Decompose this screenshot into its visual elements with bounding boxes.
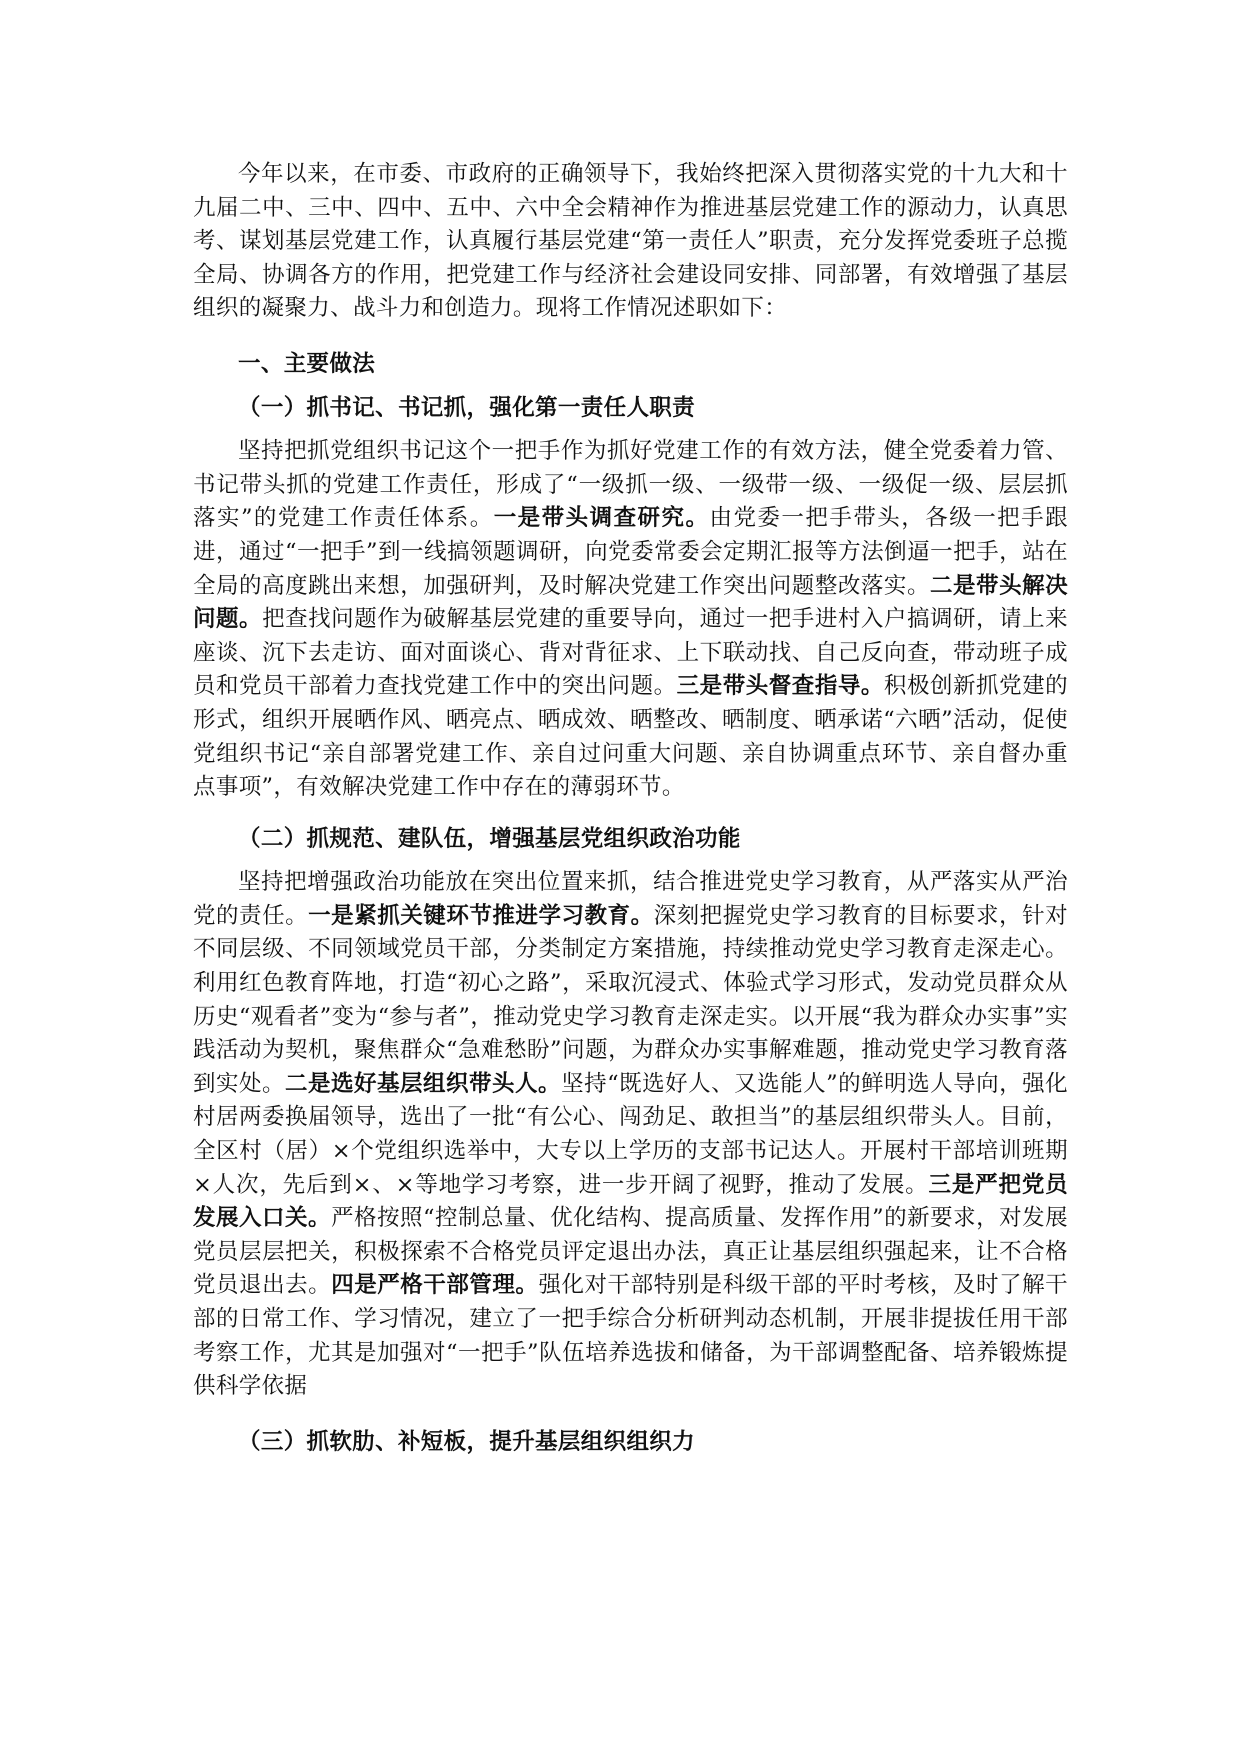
section-2-text-5: 强化对干部特别是科级干部的平时考核，及时了解干部的日常工作、学习情况，建立了一把手综合分析研判动态机制，开展非提拔任用干部考察工作，尤其是加强对“一把手”队伍培养选拔和储备，为干部调整配备、培养锻炼提供科学依据	[193, 1272, 1068, 1400]
section-2-bold-2: 二是选好基层组织带头人。	[285, 1070, 562, 1097]
section-1-text-4: 积极创新抓党建的形式，组织开展晒作风、晒亮点、晒成效、晒整改、晒制度、晒承诺“六晒”活动，促使党组织书记“亲自部署党建工作、亲自过问重大问题、亲自协调重点环节、亲自督办重点事项”，有效解决党建工作中存在的薄弱环节。	[193, 673, 1068, 801]
section-1-bold-1: 一是带头调查研究。	[493, 505, 710, 532]
section-2-text-1: 坚持把增强政治功能放在突出位置来抓，结合推进党史学习教育，从严落实从严治党的责任。	[193, 869, 1068, 929]
section-2-paragraph	[193, 866, 1068, 1404]
section-1-text-2: 由党委一把手带头，各级一把手跟进，通过“一把手”到一线搞领题调研，向党委常委会定期汇报等方法倒逼一把手，站在全局的高度跳出来想，加强研判，及时解决党建工作突出问题整改落实。	[193, 505, 1068, 599]
section-2-bold-4: 四是严格干部管理。	[331, 1272, 539, 1299]
section-1-text-1: 坚持把抓党组织书记这个一把手作为抓好党建工作的有效方法，健全党委着力管、书记带头抓的党建工作责任，形成了“一级抓一级、一级带一级、一级促一级、层层抓落实”的党建工作责任体系。	[193, 438, 1068, 532]
intro-paragraph: 今年以来，在市委、市政府的正确领导下，我始终把深入贯彻落实党的十九大和十九届二中、三中、四中、五中、六中全会精神作为推进基层党建工作的源动力，认真思考、谋划基层党建工作，认真履行基层党建“第一责任人”职责，充分发挥党委班子总揽全局、协调各方的作用，把党建工作与经济社会建设同安排、同部署，有效增强了基层组织的凝聚力、战斗力和创造力。现将工作情况述职如下：	[193, 161, 1068, 322]
heading-main-practices: 一、主要做法	[238, 350, 376, 377]
section-2-text-4: 严格按照“控制总量、优化结构、提高质量、发挥作用”的新要求，对发展党员层层把关，积极探索不合格党员评定退出办法，真正让基层组织强起来，让不合格党员退出去。	[193, 1205, 1068, 1299]
section-2-text-3: 坚持“既选好人、又选能人”的鲜明选人导向，强化村居两委换届领导，选出了一批“有公心、闯劲足、敢担当”的基层组织带头人。目前，全区村（居）×个党组织选举中，大专以上学历的支部书记达人。开展村干部培训班期×人次，先后到×、×等地学习考察，进一步开阔了视野，推动了发展。	[193, 1070, 1068, 1198]
section-2-bold-1: 一是紧抓关键环节推进学习教育。	[308, 902, 654, 929]
section-2-text-2: 深刻把握党史学习教育的目标要求，针对不同层级、不同领域党员干部，分类制定方案措施，持续推动党史学习教育走深走心。利用红色教育阵地，打造“初心之路”，采取沉浸式、体验式学习形式，发动党员群众从历史“观看者”变为“参与者”，推动党史学习教育走深走实。以开展“我为群众办实事”实践活动为契机，聚焦群众“急难愁盼”问题，为群众办实事解难题，推动党史学习教育落到实处。	[193, 902, 1068, 1097]
section-2-title: （二）抓规范、建队伍，增强基层党组织政治功能	[238, 825, 741, 852]
section-1-text-3: 把查找问题作为破解基层党建的重要导向，通过一把手进村入户搞调研，请上来座谈、沉下去走访、面对面谈心、背对背征求、上下联动找、自己反向查，带动班子成员和党员干部着力查找党建工作中的突出问题。	[193, 606, 1068, 700]
section-1-bold-3: 三是带头督查指导。	[676, 673, 884, 700]
section-1-title: （一）抓书记、书记抓，强化第一责任人职责	[238, 394, 696, 421]
section-1-bold-2: 二是带头解决问题。	[193, 572, 1069, 633]
section-2-bold-3: 三是严把党员发展入口关。	[193, 1171, 1068, 1232]
document-page	[193, 158, 1068, 1469]
section-1-paragraph	[193, 435, 1068, 805]
section-3-title: （三）抓软肋、补短板，提升基层组织组织力	[238, 1428, 696, 1455]
